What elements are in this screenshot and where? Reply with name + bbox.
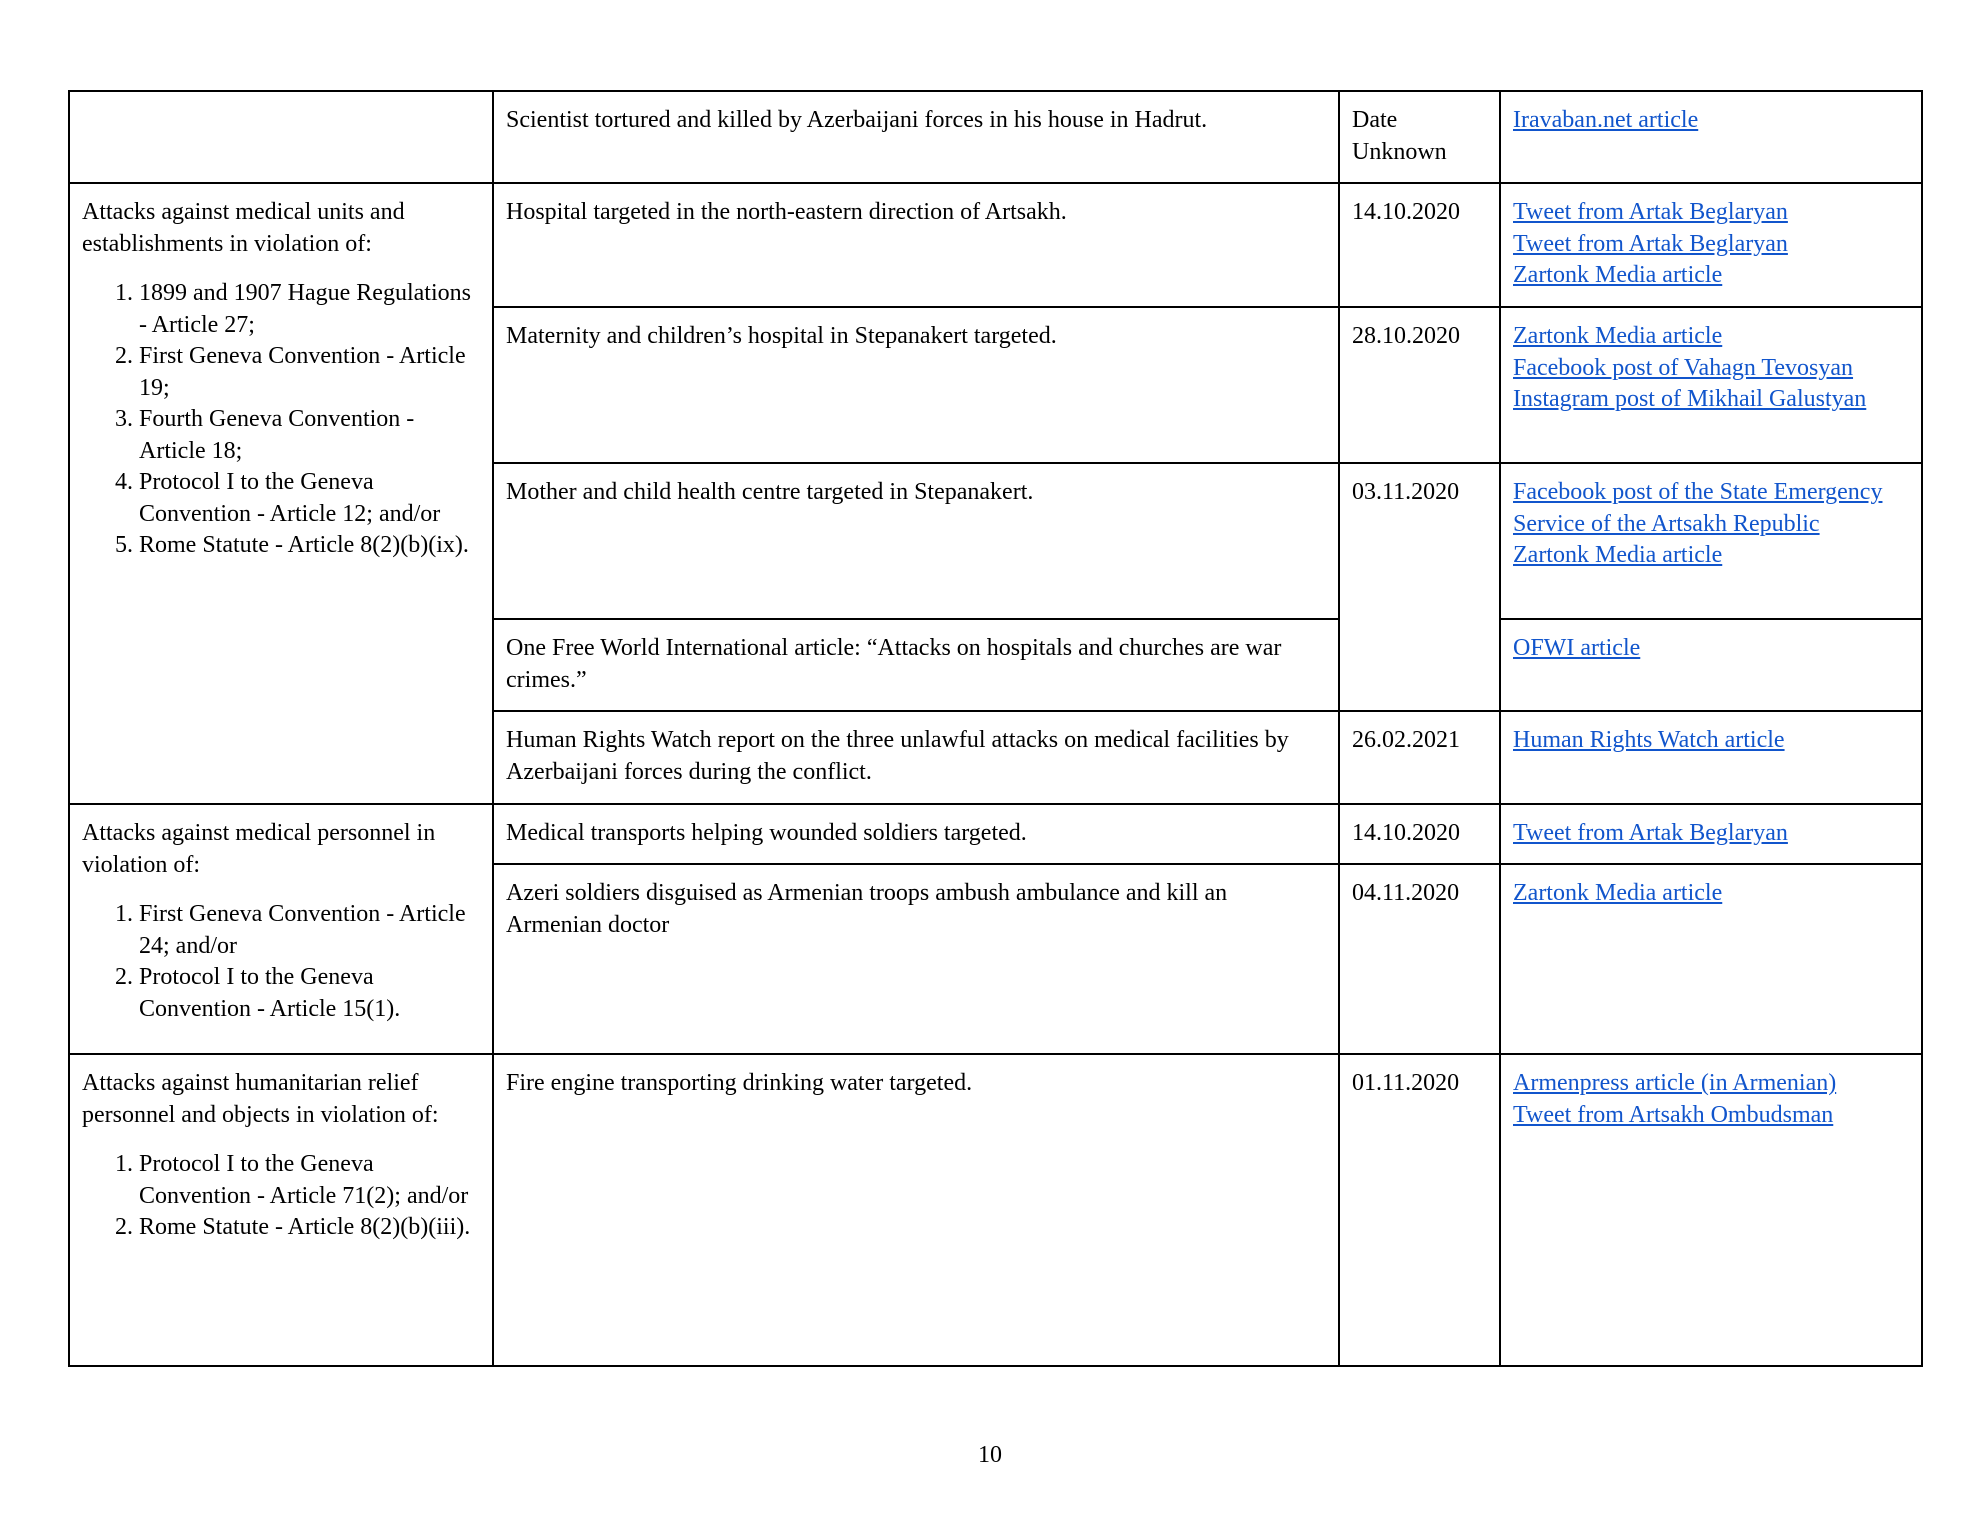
violation-heading: Attacks against humanitarian relief personnel and objects in violation of: bbox=[82, 1070, 439, 1128]
incident-date: Date Unknown bbox=[1339, 91, 1500, 183]
incident-date: 04.11.2020 bbox=[1339, 864, 1500, 1054]
source-link[interactable]: Zartonk Media article bbox=[1513, 262, 1723, 288]
source-link[interactable]: Zartonk Media article bbox=[1513, 880, 1723, 906]
violation-cell-medical-personnel bbox=[69, 804, 493, 1054]
source-link[interactable]: Armenpress article (in Armenian) bbox=[1513, 1070, 1837, 1096]
table-row bbox=[69, 804, 1922, 864]
incident-date: 28.10.2020 bbox=[1339, 307, 1500, 463]
violation-cell-humanitarian bbox=[69, 1054, 493, 1366]
page-number: 10 bbox=[978, 1442, 1002, 1468]
source-link[interactable]: Instagram post of Mikhail Galustyan bbox=[1513, 386, 1867, 412]
source-link[interactable]: Facebook post of the State Emergency Service of the Artsakh Republic bbox=[1513, 479, 1883, 537]
sources-cell bbox=[1500, 91, 1922, 183]
violation-heading: Attacks against medical units and establishments in violation of: bbox=[82, 199, 405, 257]
violation-list bbox=[82, 899, 480, 1025]
violation-cell-empty bbox=[69, 91, 493, 183]
source-link[interactable]: Tweet from Artak Beglaryan bbox=[1513, 820, 1788, 846]
incident-description: Hospital targeted in the north-eastern direction of Artsakh. bbox=[493, 183, 1339, 307]
sources-cell bbox=[1500, 463, 1922, 619]
sources-cell bbox=[1500, 804, 1922, 864]
source-link[interactable]: OFWI article bbox=[1513, 635, 1641, 661]
list-item: 1. Protocol I to the Geneva Convention - Article 71(2); and/or bbox=[139, 1149, 480, 1212]
incidents-table bbox=[68, 90, 1923, 1367]
table-row bbox=[69, 91, 1922, 183]
incident-date: 14.10.2020 bbox=[1339, 804, 1500, 864]
list-item: 5. Rome Statute - Article 8(2)(b)(ix). bbox=[139, 530, 480, 562]
incident-description: One Free World International article: “Attacks on hospitals and churches are war crimes.” bbox=[493, 619, 1339, 711]
incident-description: Maternity and children’s hospital in Stepanakert targeted. bbox=[493, 307, 1339, 463]
violation-list bbox=[82, 1149, 480, 1244]
sources-cell bbox=[1500, 619, 1922, 711]
table-row bbox=[69, 1054, 1922, 1366]
incident-date: 26.02.2021 bbox=[1339, 711, 1500, 804]
list-item: 1. 1899 and 1907 Hague Regulations - Article 27; bbox=[139, 278, 480, 341]
incident-date: 01.11.2020 bbox=[1339, 1054, 1500, 1366]
sources-cell bbox=[1500, 711, 1922, 804]
sources-cell bbox=[1500, 307, 1922, 463]
source-link[interactable]: Iravaban.net article bbox=[1513, 107, 1699, 133]
incident-date: 14.10.2020 bbox=[1339, 183, 1500, 307]
sources-cell bbox=[1500, 864, 1922, 1054]
incident-description: Scientist tortured and killed by Azerbaijani forces in his house in Hadrut. bbox=[493, 91, 1339, 183]
incident-date: 03.11.2020 bbox=[1339, 463, 1500, 711]
source-link[interactable]: Zartonk Media article bbox=[1513, 323, 1723, 349]
incident-description: Human Rights Watch report on the three unlawful attacks on medical facilities by Azerbaijani forces during the conflict. bbox=[493, 711, 1339, 804]
source-link[interactable]: Human Rights Watch article bbox=[1513, 727, 1785, 753]
incident-description: Mother and child health centre targeted in Stepanakert. bbox=[493, 463, 1339, 619]
list-item: 2. Protocol I to the Geneva Convention - Article 15(1). bbox=[139, 962, 480, 1025]
list-item: 2. Rome Statute - Article 8(2)(b)(iii). bbox=[139, 1212, 480, 1244]
violation-cell-medical-units bbox=[69, 183, 493, 804]
table-row bbox=[69, 183, 1922, 307]
source-link[interactable]: Tweet from Artak Beglaryan bbox=[1513, 230, 1788, 257]
list-item: 3. Fourth Geneva Convention - Article 18; bbox=[139, 404, 480, 467]
source-link[interactable]: Tweet from Artsakh Ombudsman bbox=[1513, 1101, 1834, 1128]
sources-cell bbox=[1500, 1054, 1922, 1366]
violation-list bbox=[82, 278, 480, 562]
incident-description: Azeri soldiers disguised as Armenian troops ambush ambulance and kill an Armenian doctor bbox=[493, 864, 1339, 1054]
list-item: 4. Protocol I to the Geneva Convention - Article 12; and/or bbox=[139, 467, 480, 530]
list-item: 1. First Geneva Convention - Article 24; and/or bbox=[139, 899, 480, 962]
source-link[interactable]: Tweet from Artak Beglaryan bbox=[1513, 199, 1788, 225]
incident-description: Medical transports helping wounded soldiers targeted. bbox=[493, 804, 1339, 864]
source-link[interactable]: Zartonk Media article bbox=[1513, 542, 1723, 568]
incident-description: Fire engine transporting drinking water targeted. bbox=[493, 1054, 1339, 1366]
violation-heading: Attacks against medical personnel in violation of: bbox=[82, 820, 436, 878]
list-item: 2. First Geneva Convention - Article 19; bbox=[139, 341, 480, 404]
source-link[interactable]: Facebook post of Vahagn Tevosyan bbox=[1513, 354, 1854, 381]
sources-cell bbox=[1500, 183, 1922, 307]
